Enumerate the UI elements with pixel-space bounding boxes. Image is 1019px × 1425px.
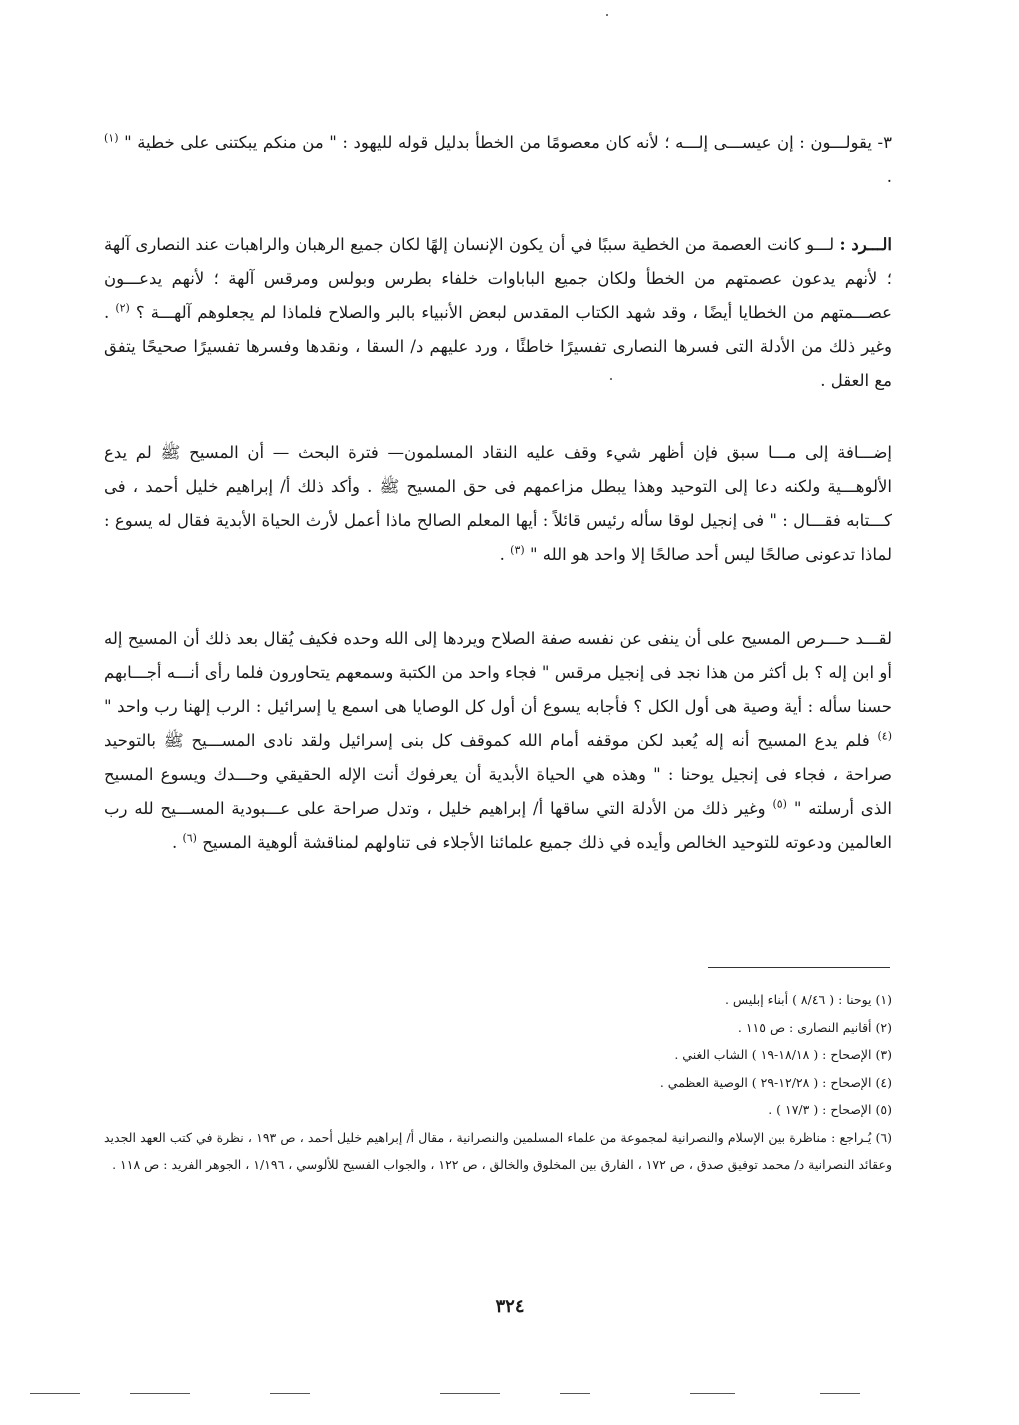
footnote-ref: (١) <box>104 131 119 145</box>
paragraph-tail: . وغير ذلك من الأدلة التى فسرها النصارى تفسيرًا خاطئًا ، ورد عليهم د/ السقا ، ونقدها وفسرها تفسيرًا صحيحًا يتفق مع العقل . <box>104 303 892 390</box>
footnote-ref: (٣) <box>510 543 525 557</box>
paragraph-reply <box>104 228 892 398</box>
page-number: ٣٢٤ <box>495 1296 525 1317</box>
footnote-4: (٤) الإصحاح : ( ١٢/٢٨-٢٩ ) الوصية العظمي . <box>659 1074 892 1090</box>
paragraph-monotheism <box>104 436 892 572</box>
footnote-ref: (٦) <box>182 831 197 845</box>
paragraph-claim-three <box>104 126 892 194</box>
reply-heading: الـــرد : <box>839 235 892 254</box>
footnote-ref: (٥) <box>772 797 787 811</box>
footnote-2: (٢) أقانيم النصارى : ص ١١٥ . <box>737 1019 892 1035</box>
paragraph-text: إضـــافة إلى مـــا سبق فإن أظهر شيء وقف عليه النقاد المسلمون— فترة البحث — أن المسيح ﷺ لم يدع الألوهـــية ولكنه دعا إلى التوحيد وهذا يبطل مزاعمهم فى حق المسيح ﷺ . وأكد ذلك أ/ إبراهيم خليل أحمد ، فى كـــتابه فقـــال : " فى إنجيل لوقا سأله رئيس قائلاً : أيها المعلم الصالح ماذا أعمل لأرث الحياة الأبدية فقال له يسوع : لماذا تدعونى صالحًا ليس أحد صالحًا إلا واحد هو الله " <box>104 443 892 564</box>
scan-edge-mark <box>270 1393 310 1394</box>
footnote-ref: (٢) <box>115 301 130 315</box>
footnote-3: (٣) الإصحاح : ( ١٨/١٨-١٩ ) الشاب الغني . <box>674 1047 892 1062</box>
footnote-ref: (٤) <box>877 729 892 743</box>
footnote-5: (٥) الإصحاح : ( ١٧/٣ ) . <box>768 1102 892 1117</box>
scan-edge-mark <box>30 1393 80 1394</box>
paragraph-text: لـــو كانت العصمة من الخطية سببًا في أن يكون الإنسان إلهًا لكان جميع الرهبان والراهبات عند النصارى آلهة ؛ لأنهم يدعون عصمتهم من الخطأ ولكان جميع الباباوات خلفاء بطرس وبولس ومرقس آلهة ؛ لأنهم يدعـــون عصـــمتهم من الخطايا أيضًا ، وقد شهد الكتاب المقدس لبعض الأنبياء بالبر والصلاح فلماذا لم يجعلوهم آلهـــة ؟ <box>104 235 893 322</box>
scan-edge-mark <box>560 1393 590 1394</box>
paragraph-text: ٣- يقولـــون : إن عيســـى إلـــه ؛ لأنه كان معصومًا من الخطأ بدليل قوله لليهود : " من منكم يبكتنى على خطية " <box>124 133 892 152</box>
scan-edge-mark <box>820 1393 860 1394</box>
scan-edge-mark <box>130 1393 190 1394</box>
paragraph-tail: . <box>171 833 178 852</box>
footnotes <box>104 986 892 1179</box>
paragraph-tail: فلم يدع المسيح أنه إله يُعبد لكن موقفه أمام الله كموقف كل بنى إسرائيل ولقد نادى المســـيح ﷺ بالتوحيد صراحة ، فجاء فى إنجيل يوحنا : " وهذه هي الحياة الأبدية أن يعرفوك أنت الإله الحقيقي وحـــدك ويسوع المسيح الذى أرسلته " <box>104 731 892 818</box>
footnote-6: (٦) يُـراجع : مناظرة بين الإسلام والنصرانية لمجموعة من علماء المسلمين والنصرانية ، مقال أ/ إبراهيم خليل أحمد ، ص ١٩٣ ، نظرة في كتب العهد الجديد وعقائد النصرانية د/ محمد توفيق صدق ، ص ١٧٢ ، الفارق بين المخلوق والخالق ، ص ١٢٢ ، والجواب الفسيح للألوسي ، ١/١٩٦ ، الجوهر الفريد : ص ١١٨ . <box>104 1129 892 1172</box>
scan-edge-mark <box>440 1393 500 1394</box>
paragraph-text: لقـــد حـــرص المسيح على أن ينفى عن نفسه صفة الصلاح ويردها إلى الله وحده فكيف يُقال بعد ذلك أن المسيح إله أو ابن إله ؟ بل أكثر من هذا نجد فى إنجيل مرقس " فجاء واحد من الكتبة وسمعهم يتحاورون فلما رأى أنـــه أجـــابهم حسنا سأله : أية وصية هى أول الكل ؟ فأجابه يسوع أن أول كل الوصايا هى اسمع يا إسرائيل : الرب إلهنا رب واحد " <box>104 629 892 716</box>
paragraph-gospel-evidence <box>104 622 892 860</box>
paragraph-tail: . <box>499 545 505 564</box>
footnote-1: (١) يوحنا : ( ٨/٤٦ ) أبناء إبليس . <box>724 992 892 1007</box>
paragraph-tail: . <box>886 167 892 186</box>
paragraph-tail: وغير ذلك من الأدلة التي ساقها أ/ إبراهيم خليل ، وتدل صراحة على عـــبودية المســـيح لله رب العالمين ودعوته للتوحيد الخالص وأيده في ذلك جميع علمائنا الأجلاء فى تناولهم لمناقشة ألوهية المسيح <box>104 799 892 852</box>
scan-edge-mark <box>690 1393 735 1394</box>
footnote-divider <box>708 967 890 968</box>
scan-speck <box>606 14 608 16</box>
scan-speck <box>610 378 612 380</box>
